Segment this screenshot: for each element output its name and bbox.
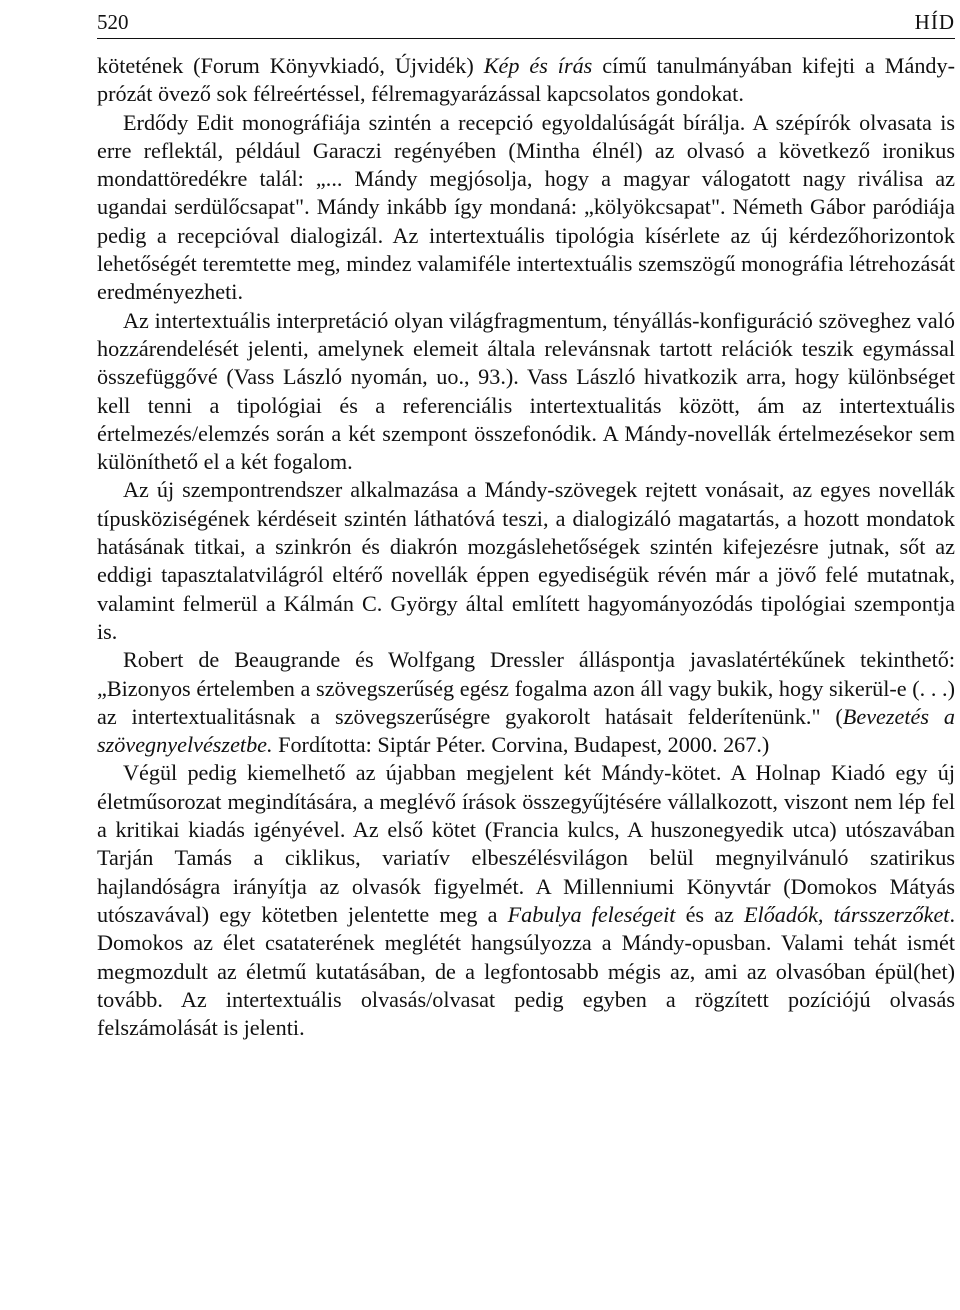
- paragraph: Robert de Beaugrande és Wolfgang Dressler álláspontja javaslatértékűnek tekinthető: „Bizonyos értelemben a szövegszerűség egész fogalma azon áll vagy bukik, hogy sikerül-e (. . .) az intertextualitásnak a szövegszerűségre gyakorolt hatásait felderítenünk." (Bevezetés a szövegnyelvészetbe. Fordította: Siptár Péter. Corvina, Budapest, 2000. 267.): [97, 647, 955, 758]
- paragraph: kötetének (Forum Könyvkiadó, Újvidék) Kép és írás című tanulmányában kifejti a Mándy-prózát övező sok félreértéssel, félremagyarázással kapcsolatos gondokat.: [97, 53, 956, 107]
- paragraph: Az intertextuális interpretáció olyan világfragmentum, tényállás-konfiguráció szöveghez való hozzárendelését jelenti, amelynek elemeit általa relevánsnak tartott relációk teszik egymással összefüggővé (Vass László nyomán, uo., 93.). Vass László hivatkozik arra, hogy különbséget kell tenni a tipológiai és a referenciális intertextualitás között, ám az intertextuális értelmezés/elemzés során a két szempont összefonódik. A Mándy-novellák értelmezésekor sem különíthető el a két fogalom.: [97, 307, 955, 475]
- running-title: HÍD: [914, 10, 955, 34]
- running-header: [97, 4, 955, 39]
- italic-title: Előadók, társszerzőket: [743, 901, 950, 927]
- paragraph: Az új szempontrendszer alkalmazása a Mándy-szövegek rejtett vonásait, az egyes novellák típusköziségének kérdéseit szintén láthatóvá teszi, a dialogizáló magatartás, a hozott mondatok hatásának titkai, a szinkrón és diakrón mozgáslehetőségek szintén kifejezésre jutnak, sőt az eddigi tapasztalatvilágról eltérő novellák éppen egyediségük révén már a jövő felé mutatnak, valamint felmerül a Kálmán C. György által említett hagyományozódás tipológiai szempontja is.: [97, 477, 955, 644]
- article-body: [97, 52, 955, 1042]
- page-number: 520: [97, 10, 129, 34]
- paragraph: Erdődy Edit monográfiája szintén a recepció egyoldalúságát bírálja. A szépírók olvasata is erre reflektál, például Garaczi regényében (Mintha élnél) az olvasó a következő ironikus mondattöredékre talál: „... Mándy megjósolja, hogy a magyar válogatott nagy riválisa az ugandai serdülőcsapat". Mándy inkább így mondaná: „kölyökcsapat". Németh Gábor paródiája pedig a recepcióval dialogizál. Az intertextuális tipológia kísérlete az új kérdezőhorizontok lehetőségét teremtette meg, mindez valamiféle intertextuális szemszögű monográfia létrehozását eredményezheti.: [97, 109, 955, 305]
- paragraph: Végül pedig kiemelhető az újabban megjelent két Mándy-kötet. A Holnap Kiadó egy új életműsorozat megindítására, a meglévő írások összegyűjtésére vállalkozott, viszont nem lép fel a kritikai kiadás igényével. Az első kötet (Francia kulcs, A huszonegyedik utca) utószavában Tarján Tamás a ciklikus, variatív elbeszélésvilágon belül megnyilvánuló szatirikus hajlandóságra irányítja az olvasók figyelmét. A Millenniumi Könyvtár (Domokos Mátyás utószavával) egy kötetben jelentette meg a Fabulya feleségeit és az Előadók, társszerzőket. Domokos az élet csataterének meglétét hangsúlyozza a Mándy-opusban. Valami tehát ismét megmozdult az életmű kutatásában, de a legfontosabb mégis az, ami az olvasóban épül(het) tovább. Az intertextuális olvasás/olvasat pedig egyben a rögzített pozíciójú olvasás felszámolását is jelenti.: [97, 760, 956, 1041]
- italic-title: Kép és írás: [483, 53, 593, 78]
- italic-title: Bevezetés a szövegnyelvészetbe.: [97, 703, 955, 758]
- italic-title: Fabulya feleségeit: [507, 901, 676, 927]
